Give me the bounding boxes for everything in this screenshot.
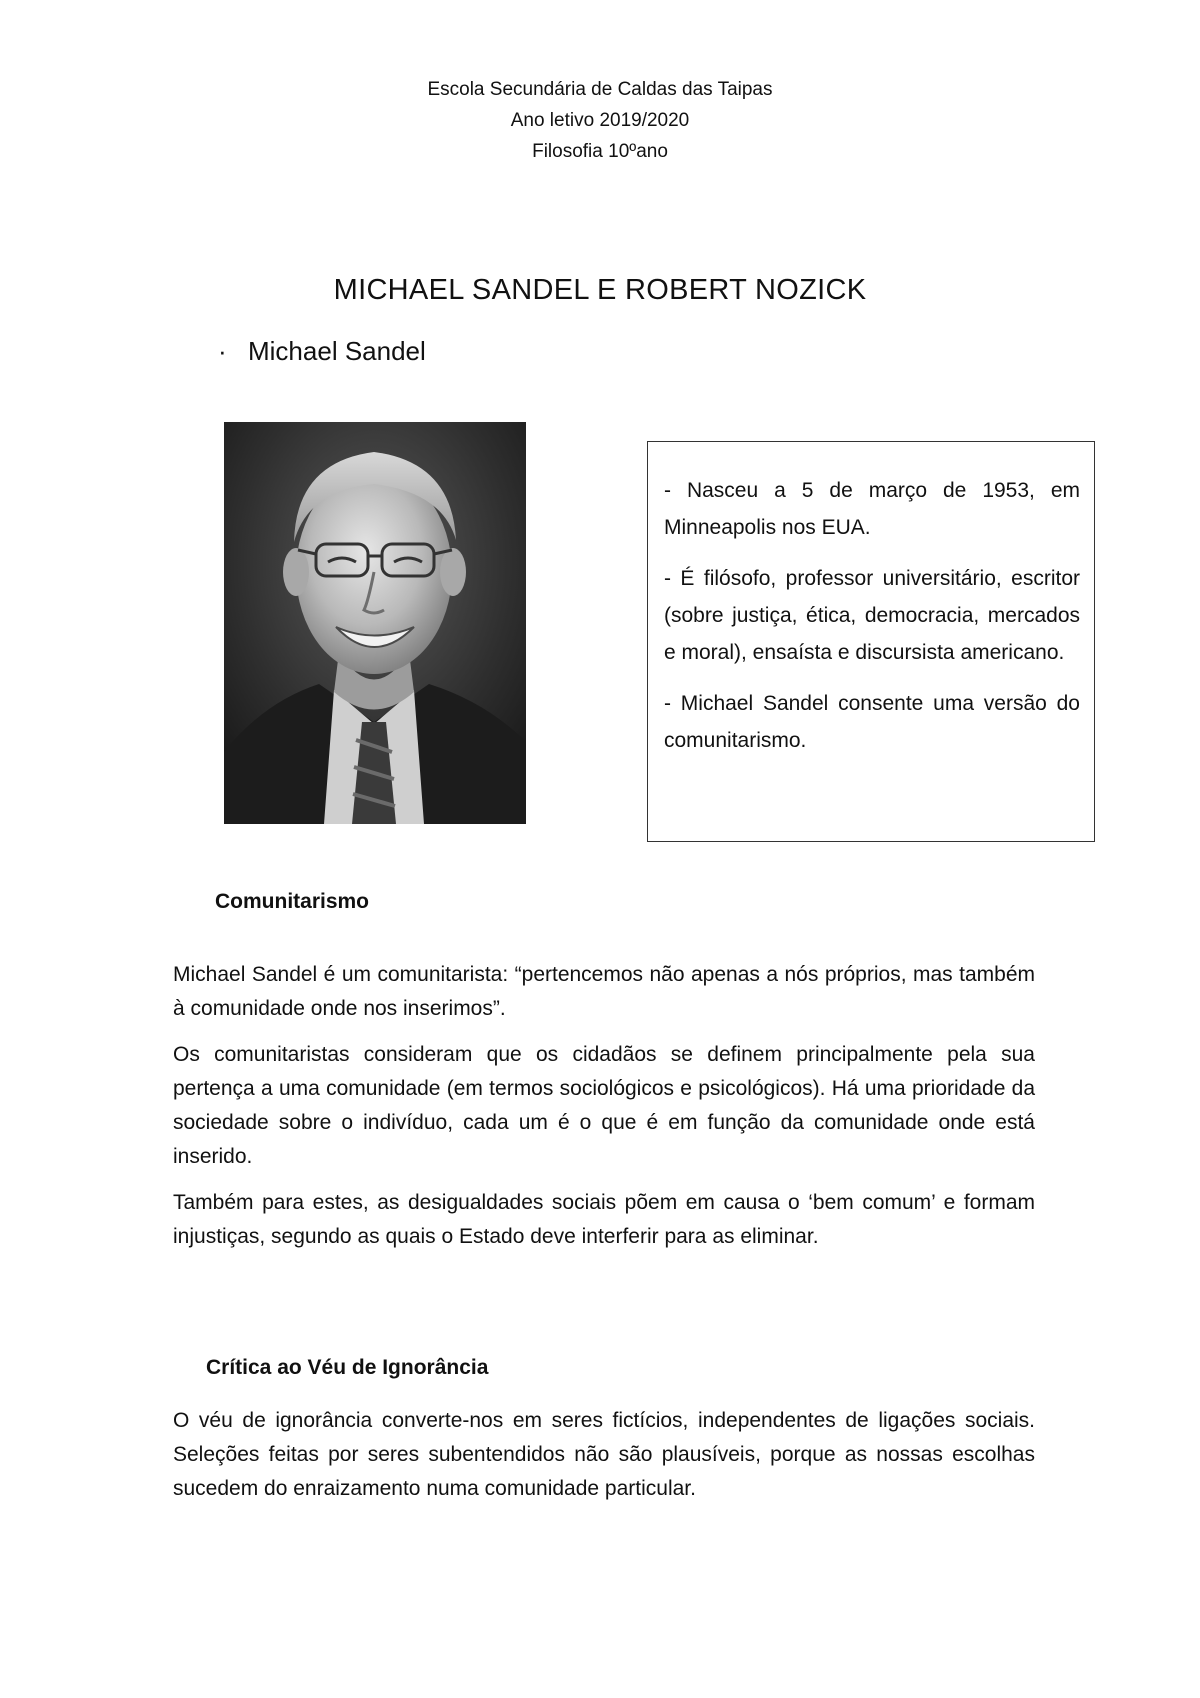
comunitarismo-paragraph-3: Também para estes, as desigualdades sociais põem em causa o ‘bem comum’ e formam injustiças, segundo as quais o Estado deve interferir para as eliminar.: [173, 1191, 1035, 1248]
school-year: Ano letivo 2019/2020: [510, 110, 690, 131]
bio-birth: - Nasceu a 5 de março de 1953, em Minneapolis nos EUA.: [664, 479, 1080, 539]
portrait-photo: [224, 422, 526, 824]
comunitarismo-paragraph-2: Os comunitaristas consideram que os cidadãos se definem principalmente pela sua pertença a uma comunidade (em termos sociológicos e psicológicos). Há uma prioridade da sociedade sobre o indivíduo, cada um é o que é em função da comunidade onde está inserido.: [173, 1043, 1035, 1168]
subject-label: Filosofia 10ºano: [532, 141, 668, 162]
comunitarismo-paragraph-1: Michael Sandel é um comunitarista: “pertencemos não apenas a nós próprios, mas também à comunidade onde nos inserimos”.: [173, 963, 1035, 1020]
page-title: MICHAEL SANDEL E ROBERT NOZICK: [333, 274, 867, 306]
bullet-icon: ·: [218, 336, 227, 366]
comunitarismo-heading: Comunitarismo: [215, 890, 370, 913]
critica-section: [173, 1404, 1035, 1518]
school-name: Escola Secundária de Caldas das Taipas: [427, 79, 773, 100]
bullet-label: Michael Sandel: [248, 336, 426, 366]
critica-paragraph-1: O véu de ignorância converte-nos em seres fictícios, independentes de ligações sociais. Seleções feitas por seres subentendidos não são plausíveis, porque as nossas escolhas sucedem do enraizamento numa comunidade particular.: [173, 1409, 1035, 1500]
bio-communitarianism: - Michael Sandel consente uma versão do comunitarismo.: [664, 692, 1080, 752]
bio-profession: - É filósofo, professor universitário, escritor (sobre justiça, ética, democracia, mercados e moral), ensaísta e discursista americano.: [664, 567, 1080, 664]
bullet-heading: [218, 336, 426, 367]
critica-heading: Crítica ao Véu de Ignorância: [206, 1356, 489, 1379]
comunitarismo-section: [173, 958, 1035, 1266]
biography-box: [647, 441, 1095, 842]
school-header: [0, 74, 1200, 167]
